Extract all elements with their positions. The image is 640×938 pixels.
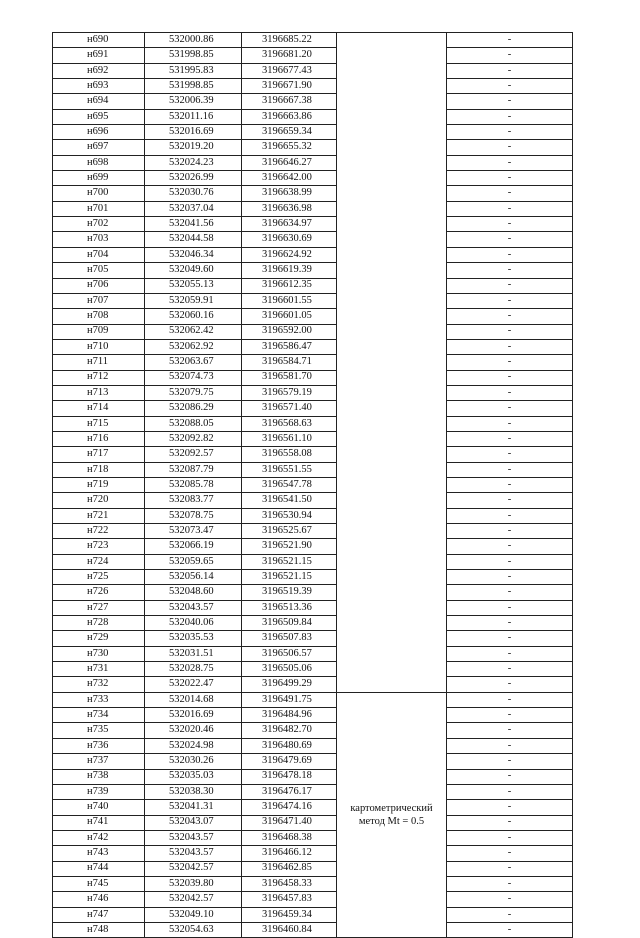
- table-row: [53, 125, 573, 140]
- table-row: [53, 600, 573, 615]
- x-coordinate-cell: 532049.60: [145, 263, 242, 278]
- table-row: [53, 309, 573, 324]
- dash-cell: -: [447, 754, 573, 769]
- dash-cell: -: [447, 723, 573, 738]
- point-name-cell: н700: [53, 186, 145, 201]
- point-name-cell: н742: [53, 830, 145, 845]
- table-row: [53, 94, 573, 109]
- y-coordinate-cell: 3196630.69: [242, 232, 337, 247]
- dash-cell: -: [447, 600, 573, 615]
- dash-cell: -: [447, 109, 573, 124]
- dash-cell: -: [447, 662, 573, 677]
- dash-cell: -: [447, 416, 573, 431]
- point-name-cell: н705: [53, 263, 145, 278]
- point-name-cell: н696: [53, 125, 145, 140]
- y-coordinate-cell: 3196466.12: [242, 846, 337, 861]
- dash-cell: -: [447, 784, 573, 799]
- y-coordinate-cell: 3196663.86: [242, 109, 337, 124]
- table-row: [53, 355, 573, 370]
- dash-cell: -: [447, 769, 573, 784]
- y-coordinate-cell: 3196634.97: [242, 217, 337, 232]
- table-row: [53, 723, 573, 738]
- dash-cell: -: [447, 570, 573, 585]
- dash-cell: -: [447, 125, 573, 140]
- point-name-cell: н690: [53, 33, 145, 48]
- y-coordinate-cell: 3196478.18: [242, 769, 337, 784]
- y-coordinate-cell: 3196479.69: [242, 754, 337, 769]
- point-name-cell: н718: [53, 462, 145, 477]
- x-coordinate-cell: 532040.06: [145, 616, 242, 631]
- y-coordinate-cell: 3196474.16: [242, 800, 337, 815]
- x-coordinate-cell: 532060.16: [145, 309, 242, 324]
- point-name-cell: н747: [53, 907, 145, 922]
- dash-cell: -: [447, 33, 573, 48]
- x-coordinate-cell: 532026.99: [145, 171, 242, 186]
- point-name-cell: н746: [53, 892, 145, 907]
- table-row: [53, 324, 573, 339]
- y-coordinate-cell: 3196513.36: [242, 600, 337, 615]
- dash-cell: -: [447, 677, 573, 692]
- x-coordinate-cell: 532086.29: [145, 401, 242, 416]
- x-coordinate-cell: 532062.92: [145, 339, 242, 354]
- table-row: [53, 677, 573, 692]
- table-row: [53, 247, 573, 262]
- table-row: [53, 631, 573, 646]
- x-coordinate-cell: 532043.57: [145, 830, 242, 845]
- table-row: [53, 907, 573, 922]
- x-coordinate-cell: 532006.39: [145, 94, 242, 109]
- y-coordinate-cell: 3196571.40: [242, 401, 337, 416]
- y-coordinate-cell: 3196468.38: [242, 830, 337, 845]
- dash-cell: -: [447, 309, 573, 324]
- y-coordinate-cell: 3196638.99: [242, 186, 337, 201]
- x-coordinate-cell: 531998.85: [145, 79, 242, 94]
- dash-cell: -: [447, 462, 573, 477]
- y-coordinate-cell: 3196521.15: [242, 554, 337, 569]
- x-coordinate-cell: 532048.60: [145, 585, 242, 600]
- table-row: [53, 646, 573, 661]
- y-coordinate-cell: 3196681.20: [242, 48, 337, 63]
- x-coordinate-cell: 532016.69: [145, 125, 242, 140]
- dash-cell: -: [447, 186, 573, 201]
- dash-cell: -: [447, 232, 573, 247]
- x-coordinate-cell: 532044.58: [145, 232, 242, 247]
- dash-cell: -: [447, 585, 573, 600]
- x-coordinate-cell: 532030.26: [145, 754, 242, 769]
- table-row: [53, 109, 573, 124]
- x-coordinate-cell: 532087.79: [145, 462, 242, 477]
- point-name-cell: н730: [53, 646, 145, 661]
- x-coordinate-cell: 532073.47: [145, 524, 242, 539]
- x-coordinate-cell: 532056.14: [145, 570, 242, 585]
- y-coordinate-cell: 3196484.96: [242, 708, 337, 723]
- dash-cell: -: [447, 800, 573, 815]
- y-coordinate-cell: 3196541.50: [242, 493, 337, 508]
- x-coordinate-cell: 532030.76: [145, 186, 242, 201]
- table-row: [53, 769, 573, 784]
- x-coordinate-cell: 532024.98: [145, 738, 242, 753]
- table-row: [53, 815, 573, 830]
- y-coordinate-cell: 3196568.63: [242, 416, 337, 431]
- y-coordinate-cell: 3196584.71: [242, 355, 337, 370]
- y-coordinate-cell: 3196619.39: [242, 263, 337, 278]
- dash-cell: -: [447, 79, 573, 94]
- x-coordinate-cell: 532078.75: [145, 508, 242, 523]
- x-coordinate-cell: 532039.80: [145, 876, 242, 891]
- table-row: [53, 339, 573, 354]
- point-name-cell: н710: [53, 339, 145, 354]
- table-row: [53, 401, 573, 416]
- point-name-cell: н726: [53, 585, 145, 600]
- point-name-cell: н739: [53, 784, 145, 799]
- method-cell-empty: [337, 33, 447, 693]
- table-row: [53, 416, 573, 431]
- table-row: [53, 616, 573, 631]
- y-coordinate-cell: 3196509.84: [242, 616, 337, 631]
- y-coordinate-cell: 3196601.55: [242, 293, 337, 308]
- point-name-cell: н725: [53, 570, 145, 585]
- table-row: [53, 846, 573, 861]
- table-row: [53, 508, 573, 523]
- table-row: [53, 554, 573, 569]
- x-coordinate-cell: 532014.68: [145, 692, 242, 707]
- x-coordinate-cell: 532041.56: [145, 217, 242, 232]
- point-name-cell: н721: [53, 508, 145, 523]
- y-coordinate-cell: 3196460.84: [242, 922, 337, 937]
- point-name-cell: н716: [53, 431, 145, 446]
- point-name-cell: н711: [53, 355, 145, 370]
- dash-cell: -: [447, 171, 573, 186]
- point-name-cell: н740: [53, 800, 145, 815]
- y-coordinate-cell: 3196624.92: [242, 247, 337, 262]
- y-coordinate-cell: 3196459.34: [242, 907, 337, 922]
- table-row: [53, 708, 573, 723]
- dash-cell: -: [447, 907, 573, 922]
- y-coordinate-cell: 3196612.35: [242, 278, 337, 293]
- point-name-cell: н744: [53, 861, 145, 876]
- y-coordinate-cell: 3196581.70: [242, 370, 337, 385]
- point-name-cell: н727: [53, 600, 145, 615]
- x-coordinate-cell: 531995.83: [145, 63, 242, 78]
- point-name-cell: н737: [53, 754, 145, 769]
- x-coordinate-cell: 532035.03: [145, 769, 242, 784]
- x-coordinate-cell: 532088.05: [145, 416, 242, 431]
- dash-cell: -: [447, 370, 573, 385]
- dash-cell: -: [447, 616, 573, 631]
- x-coordinate-cell: 532055.13: [145, 278, 242, 293]
- x-coordinate-cell: 532059.65: [145, 554, 242, 569]
- point-name-cell: н694: [53, 94, 145, 109]
- point-name-cell: н735: [53, 723, 145, 738]
- table-row: [53, 800, 573, 815]
- dash-cell: -: [447, 861, 573, 876]
- x-coordinate-cell: 532046.34: [145, 247, 242, 262]
- table-row: [53, 232, 573, 247]
- dash-cell: -: [447, 385, 573, 400]
- y-coordinate-cell: 3196482.70: [242, 723, 337, 738]
- point-name-cell: н698: [53, 155, 145, 170]
- x-coordinate-cell: 532085.78: [145, 477, 242, 492]
- table-row: [53, 431, 573, 446]
- y-coordinate-cell: 3196471.40: [242, 815, 337, 830]
- x-coordinate-cell: 531998.85: [145, 48, 242, 63]
- point-name-cell: н709: [53, 324, 145, 339]
- x-coordinate-cell: 532092.57: [145, 447, 242, 462]
- x-coordinate-cell: 532043.57: [145, 846, 242, 861]
- dash-cell: -: [447, 493, 573, 508]
- table-row: [53, 524, 573, 539]
- table-row: [53, 754, 573, 769]
- y-coordinate-cell: 3196551.55: [242, 462, 337, 477]
- table-row: [53, 385, 573, 400]
- table-row: [53, 201, 573, 216]
- x-coordinate-cell: 532042.57: [145, 861, 242, 876]
- y-coordinate-cell: 3196462.85: [242, 861, 337, 876]
- dash-cell: -: [447, 508, 573, 523]
- dash-cell: -: [447, 48, 573, 63]
- x-coordinate-cell: 532079.75: [145, 385, 242, 400]
- dash-cell: -: [447, 539, 573, 554]
- x-coordinate-cell: 532031.51: [145, 646, 242, 661]
- y-coordinate-cell: 3196506.57: [242, 646, 337, 661]
- dash-cell: -: [447, 876, 573, 891]
- y-coordinate-cell: 3196561.10: [242, 431, 337, 446]
- method-cell: картометрический метод Mt = 0.5: [337, 692, 447, 938]
- point-name-cell: н723: [53, 539, 145, 554]
- dash-cell: -: [447, 631, 573, 646]
- x-coordinate-cell: 532043.07: [145, 815, 242, 830]
- x-coordinate-cell: 532037.04: [145, 201, 242, 216]
- table-row: [53, 570, 573, 585]
- y-coordinate-cell: 3196671.90: [242, 79, 337, 94]
- y-coordinate-cell: 3196521.15: [242, 570, 337, 585]
- point-name-cell: н714: [53, 401, 145, 416]
- dash-cell: -: [447, 477, 573, 492]
- table-row: [53, 293, 573, 308]
- y-coordinate-cell: 3196677.43: [242, 63, 337, 78]
- point-name-cell: н748: [53, 922, 145, 937]
- dash-cell: -: [447, 738, 573, 753]
- point-name-cell: н699: [53, 171, 145, 186]
- point-name-cell: н695: [53, 109, 145, 124]
- x-coordinate-cell: 532022.47: [145, 677, 242, 692]
- point-name-cell: н717: [53, 447, 145, 462]
- x-coordinate-cell: 532092.82: [145, 431, 242, 446]
- y-coordinate-cell: 3196547.78: [242, 477, 337, 492]
- y-coordinate-cell: 3196507.83: [242, 631, 337, 646]
- dash-cell: -: [447, 201, 573, 216]
- point-name-cell: н720: [53, 493, 145, 508]
- table-row: [53, 186, 573, 201]
- point-name-cell: н743: [53, 846, 145, 861]
- point-name-cell: н729: [53, 631, 145, 646]
- point-name-cell: н712: [53, 370, 145, 385]
- y-coordinate-cell: 3196642.00: [242, 171, 337, 186]
- x-coordinate-cell: 532054.63: [145, 922, 242, 937]
- table-row: [53, 447, 573, 462]
- point-name-cell: н715: [53, 416, 145, 431]
- dash-cell: -: [447, 692, 573, 707]
- table-row: [53, 922, 573, 937]
- table-row: [53, 33, 573, 48]
- table-row: [53, 48, 573, 63]
- table-row: [53, 662, 573, 677]
- point-name-cell: н708: [53, 309, 145, 324]
- table-row: [53, 830, 573, 845]
- y-coordinate-cell: 3196579.19: [242, 385, 337, 400]
- y-coordinate-cell: 3196521.90: [242, 539, 337, 554]
- y-coordinate-cell: 3196558.08: [242, 447, 337, 462]
- y-coordinate-cell: 3196586.47: [242, 339, 337, 354]
- point-name-cell: н733: [53, 692, 145, 707]
- table-row: [53, 861, 573, 876]
- y-coordinate-cell: 3196519.39: [242, 585, 337, 600]
- dash-cell: -: [447, 355, 573, 370]
- dash-cell: -: [447, 278, 573, 293]
- point-name-cell: н706: [53, 278, 145, 293]
- y-coordinate-cell: 3196457.83: [242, 892, 337, 907]
- point-name-cell: н745: [53, 876, 145, 891]
- table-row: [53, 155, 573, 170]
- x-coordinate-cell: 532066.19: [145, 539, 242, 554]
- dash-cell: -: [447, 247, 573, 262]
- point-name-cell: н691: [53, 48, 145, 63]
- y-coordinate-cell: 3196659.34: [242, 125, 337, 140]
- dash-cell: -: [447, 63, 573, 78]
- x-coordinate-cell: 532043.57: [145, 600, 242, 615]
- dash-cell: -: [447, 339, 573, 354]
- point-name-cell: н719: [53, 477, 145, 492]
- y-coordinate-cell: 3196667.38: [242, 94, 337, 109]
- dash-cell: -: [447, 155, 573, 170]
- y-coordinate-cell: 3196655.32: [242, 140, 337, 155]
- y-coordinate-cell: 3196525.67: [242, 524, 337, 539]
- x-coordinate-cell: 532074.73: [145, 370, 242, 385]
- point-name-cell: н728: [53, 616, 145, 631]
- y-coordinate-cell: 3196646.27: [242, 155, 337, 170]
- x-coordinate-cell: 532028.75: [145, 662, 242, 677]
- dash-cell: -: [447, 646, 573, 661]
- point-name-cell: н693: [53, 79, 145, 94]
- x-coordinate-cell: 532019.20: [145, 140, 242, 155]
- x-coordinate-cell: 532011.16: [145, 109, 242, 124]
- table-row: [53, 738, 573, 753]
- point-name-cell: н741: [53, 815, 145, 830]
- x-coordinate-cell: 532024.23: [145, 155, 242, 170]
- table-row: [53, 140, 573, 155]
- x-coordinate-cell: 532059.91: [145, 293, 242, 308]
- point-name-cell: н697: [53, 140, 145, 155]
- y-coordinate-cell: 3196636.98: [242, 201, 337, 216]
- dash-cell: -: [447, 447, 573, 462]
- table-row: [53, 171, 573, 186]
- y-coordinate-cell: 3196592.00: [242, 324, 337, 339]
- table-row: [53, 63, 573, 78]
- x-coordinate-cell: 532035.53: [145, 631, 242, 646]
- point-name-cell: н732: [53, 677, 145, 692]
- x-coordinate-cell: 532000.86: [145, 33, 242, 48]
- table-row: [53, 217, 573, 232]
- table-row: [53, 585, 573, 600]
- dash-cell: -: [447, 401, 573, 416]
- coordinates-table: [52, 32, 573, 938]
- coordinates-table-body: [53, 33, 573, 938]
- dash-cell: -: [447, 922, 573, 937]
- point-name-cell: н704: [53, 247, 145, 262]
- dash-cell: -: [447, 524, 573, 539]
- y-coordinate-cell: 3196505.06: [242, 662, 337, 677]
- dash-cell: -: [447, 263, 573, 278]
- table-row: [53, 278, 573, 293]
- point-name-cell: н692: [53, 63, 145, 78]
- x-coordinate-cell: 532020.46: [145, 723, 242, 738]
- x-coordinate-cell: 532083.77: [145, 493, 242, 508]
- x-coordinate-cell: 532038.30: [145, 784, 242, 799]
- table-row: [53, 876, 573, 891]
- dash-cell: -: [447, 217, 573, 232]
- y-coordinate-cell: 3196685.22: [242, 33, 337, 48]
- point-name-cell: н736: [53, 738, 145, 753]
- dash-cell: -: [447, 708, 573, 723]
- point-name-cell: н703: [53, 232, 145, 247]
- point-name-cell: н731: [53, 662, 145, 677]
- dash-cell: -: [447, 846, 573, 861]
- dash-cell: -: [447, 815, 573, 830]
- y-coordinate-cell: 3196601.05: [242, 309, 337, 324]
- point-name-cell: н738: [53, 769, 145, 784]
- point-name-cell: н702: [53, 217, 145, 232]
- x-coordinate-cell: 532016.69: [145, 708, 242, 723]
- table-row: [53, 493, 573, 508]
- x-coordinate-cell: 532049.10: [145, 907, 242, 922]
- point-name-cell: н724: [53, 554, 145, 569]
- y-coordinate-cell: 3196480.69: [242, 738, 337, 753]
- point-name-cell: н707: [53, 293, 145, 308]
- y-coordinate-cell: 3196530.94: [242, 508, 337, 523]
- x-coordinate-cell: 532062.42: [145, 324, 242, 339]
- y-coordinate-cell: 3196458.33: [242, 876, 337, 891]
- x-coordinate-cell: 532041.31: [145, 800, 242, 815]
- x-coordinate-cell: 532042.57: [145, 892, 242, 907]
- table-row: [53, 370, 573, 385]
- table-row: [53, 784, 573, 799]
- y-coordinate-cell: 3196476.17: [242, 784, 337, 799]
- point-name-cell: н701: [53, 201, 145, 216]
- table-row: [53, 79, 573, 94]
- table-row: [53, 477, 573, 492]
- y-coordinate-cell: 3196499.29: [242, 677, 337, 692]
- dash-cell: -: [447, 293, 573, 308]
- dash-cell: -: [447, 94, 573, 109]
- dash-cell: -: [447, 324, 573, 339]
- table-row: [53, 263, 573, 278]
- dash-cell: -: [447, 892, 573, 907]
- table-row: [53, 462, 573, 477]
- dash-cell: -: [447, 554, 573, 569]
- table-row: [53, 692, 573, 707]
- dash-cell: -: [447, 140, 573, 155]
- dash-cell: -: [447, 431, 573, 446]
- dash-cell: -: [447, 830, 573, 845]
- table-row: [53, 539, 573, 554]
- point-name-cell: н713: [53, 385, 145, 400]
- point-name-cell: н722: [53, 524, 145, 539]
- point-name-cell: н734: [53, 708, 145, 723]
- x-coordinate-cell: 532063.67: [145, 355, 242, 370]
- y-coordinate-cell: 3196491.75: [242, 692, 337, 707]
